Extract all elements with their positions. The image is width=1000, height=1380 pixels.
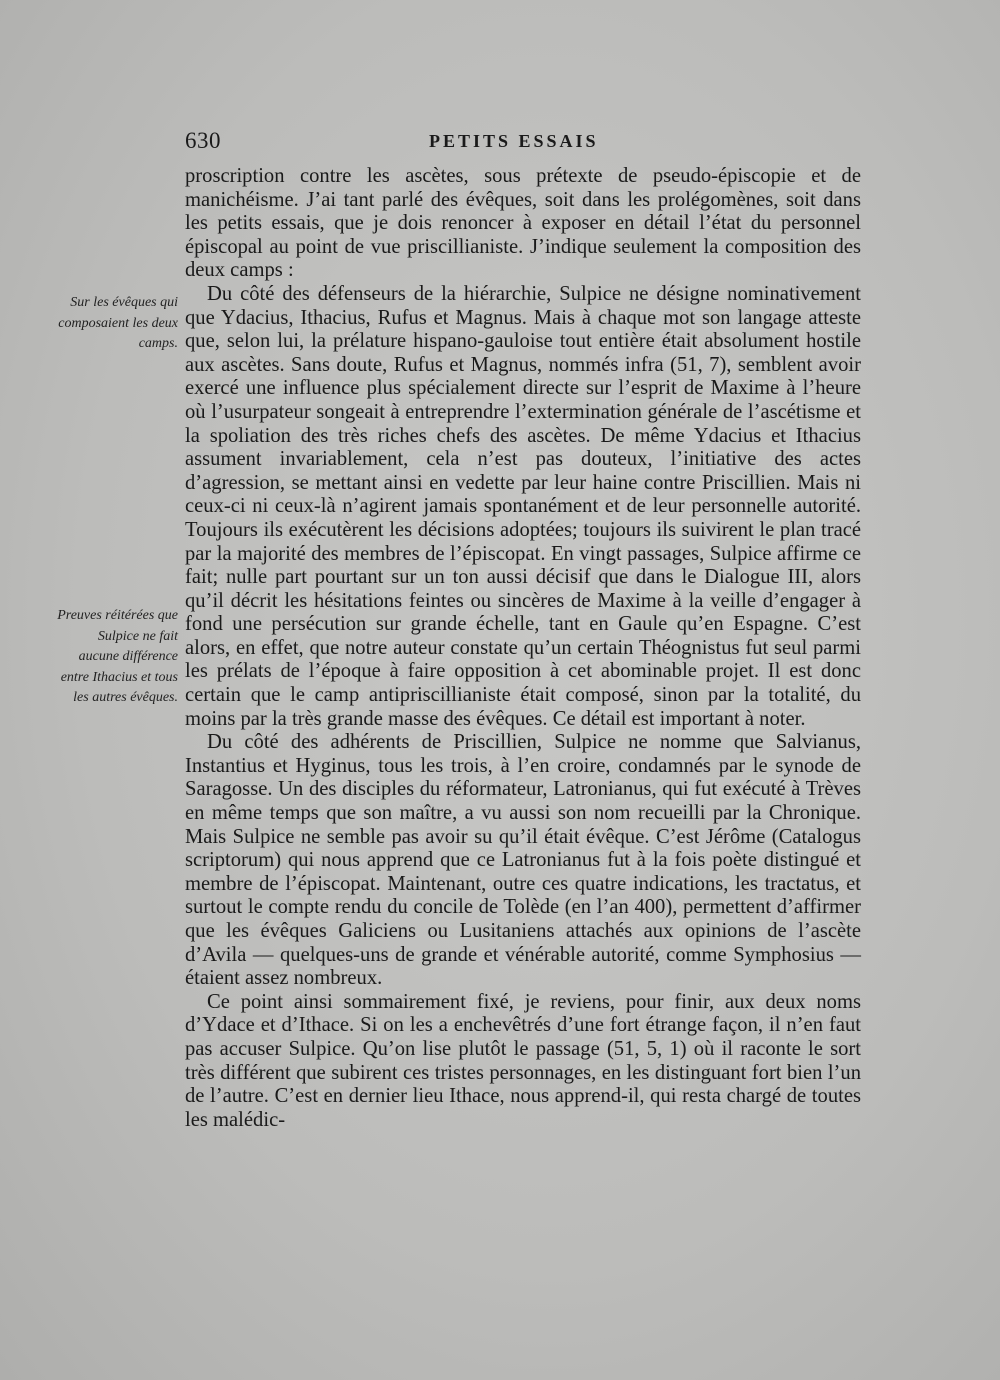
page-header — [185, 128, 860, 158]
body-text — [185, 165, 861, 1132]
margin-note-preuves: Preuves réitérées que Sulpice ne fait aucune différence entre Ithacius et tous les autres évêques. — [57, 608, 178, 705]
paragraph-defenseurs: Du côté des défenseurs de la hiérarchie, Sulpice ne désigne nominativement que Ydacius, Ithacius, Rufus et Magnus. Mais à chaque mot son langage atteste que, selon lui, la prélature hispano-gauloise tout entière était absolument hostile aux ascètes. Sans doute, Rufus et Magnus, nommés infra (51, 7), semblent avoir exercé une influence plus spécialement directe sur l’esprit de Maxime à l’heure où l’usurpateur songeait à entreprendre l’extermination générale de l’ascétisme et la spoliation des très riches chefs des ascètes. De même Ydacius et Ithacius assument invariablement, cela n’est pas douteux, l’initiative des actes d’agression, se mettant ainsi en vedette par leur haine contre Priscillien. Mais ni ceux-ci ni ceux-là n’agirent jamais spontanément et de leur personnelle autorité. Toujours ils exécutèrent les décisions adoptées; toujours ils suivirent le plan tracé par la majorité des membres de l’épiscopat. En vingt passages, Sulpice affirme ce fait; nulle part pourtant sur un ton aussi décisif que dans le Dialogue III, alors qu’il décrit les hésitations feintes ou sincères de Maxime à la veille d’engager à fond une persécution sur grande échelle, tant en Gaule qu’en Espagne. C’est alors, en effet, que notre auteur constate qu’un certain Théognistus fut seul parmi les prélats de l’époque à faire opposition à cet abominable projet. Il est donc certain que le camp antipriscillianiste était composé, sinon par la totalité, du moins par la très grande masse des évêques. Ce détail est important à noter. — [185, 282, 861, 730]
running-title: PETITS ESSAIS — [429, 131, 599, 151]
margin-note-eveques: Sur les évêques qui composaient les deux camps. — [58, 295, 178, 351]
page-number: 630 — [185, 128, 221, 153]
paragraph-continuation: proscription contre les ascètes, sous prétexte de pseudo-épiscopie et de manichéisme. J’ai tant parlé des évêques, soit dans les prolégomènes, soit dans les petits essais, que je dois renoncer à exposer en détail l’état du personnel épiscopal au point de vue priscillianiste. J’indique seulement la composition des deux camps : — [185, 165, 861, 282]
paragraph-adherents: Du côté des adhérents de Priscillien, Sulpice ne nomme que Salvianus, Instantius et Hyginus, tous les trois, à l’en croire, condamnés par le synode de Saragosse. Un des disciples du réformateur, Latronianus, qui fut exécuté à Trèves en même temps que son maître, a vu aussi son nom recueilli par la Chronique. Mais Sulpice ne semble pas avoir su qu’il était évêque. C’est Jérôme (Catalogus scriptorum) qui nous apprend que ce Latronianus fut à la fois poète distingué et membre de l’épiscopat. Maintenant, outre ces quatre indications, les tractatus, et surtout le compte rendu du concile de Tolède (en l’an 400), permettent d’affirmer que les évêques Galiciens ou Lusitaniens attachés aux opinions de l’ascète d’Avila — quelques-uns de grande et vénérable autorité, comme Symphosius — étaient assez nombreux. — [185, 731, 861, 990]
paragraph-conclusion: Ce point ainsi sommairement fixé, je reviens, pour finir, aux deux noms d’Ydace et d’Ithace. Si on les a enchevêtrés d’une fort étrange façon, il n’en faut pas accuser Sulpice. Qu’on lise plutôt le passage (51, 5, 1) où il raconte le sort très différent que subirent ces tristes personnages, en les distinguant fort bien l’un de l’autre. C’est en dernier lieu Ithace, nous apprend-il, qui resta chargé de toutes les malédic- — [185, 990, 861, 1131]
